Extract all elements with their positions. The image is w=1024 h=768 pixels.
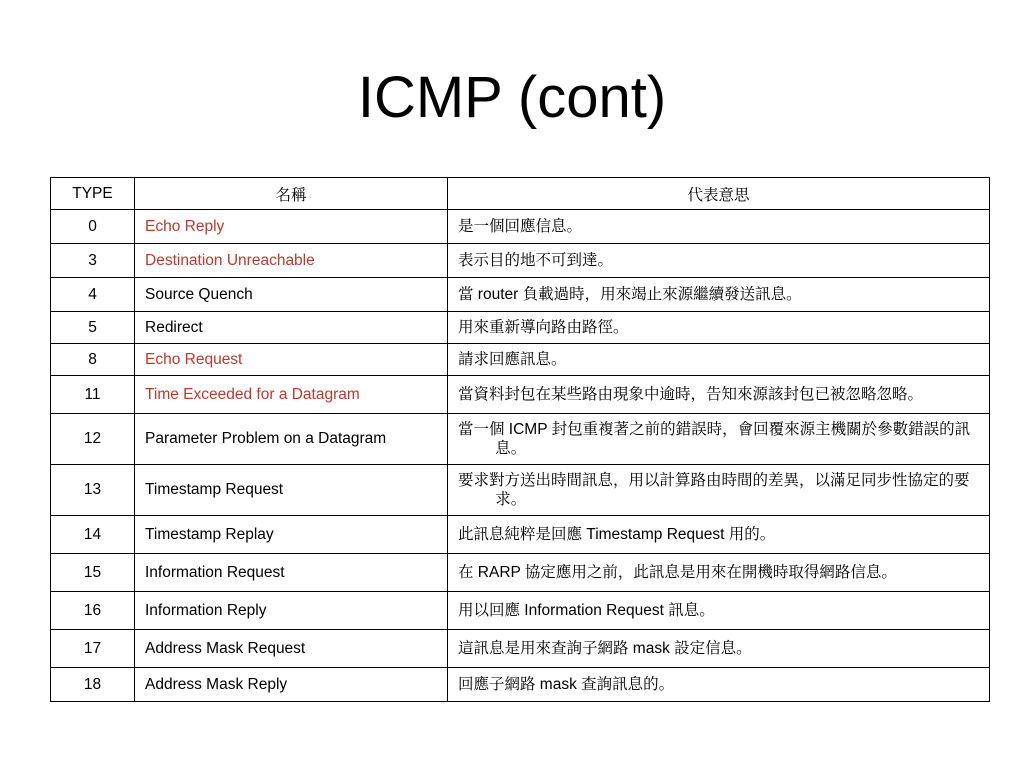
type-cell: 3 <box>51 244 135 278</box>
desc-text: 用來重新導向路由路徑。 <box>458 319 629 336</box>
desc-cell <box>448 592 990 630</box>
desc-cell <box>448 210 990 244</box>
header-meaning: 代表意思 <box>448 178 990 210</box>
type-cell: 0 <box>51 210 135 244</box>
desc-text: 用以回應 Information Request 訊息。 <box>458 602 715 619</box>
desc-cell <box>448 244 990 278</box>
name-cell: Information Reply <box>135 592 448 630</box>
desc-text: 請求回應訊息。 <box>458 351 567 368</box>
table-row <box>51 554 990 592</box>
table-row <box>51 592 990 630</box>
desc-text: 表示目的地不可到達。 <box>458 252 614 269</box>
name-cell: Information Request <box>135 554 448 592</box>
table-header-row <box>51 178 990 210</box>
name-cell: Echo Request <box>135 344 448 376</box>
desc-cell <box>448 414 990 465</box>
icmp-type-table <box>50 177 990 702</box>
name-cell: Parameter Problem on a Datagram <box>135 414 448 465</box>
desc-text: 回應子網路 mask 查詢訊息的。 <box>458 676 675 693</box>
table-row <box>51 210 990 244</box>
desc-text: 此訊息純粹是回應 Timestamp Request 用的。 <box>458 526 776 543</box>
table-row <box>51 376 990 414</box>
type-cell: 8 <box>51 344 135 376</box>
name-cell: Echo Reply <box>135 210 448 244</box>
desc-cell <box>448 554 990 592</box>
type-cell: 11 <box>51 376 135 414</box>
desc-text: 是一個回應信息。 <box>458 218 583 235</box>
name-cell: Timestamp Replay <box>135 516 448 554</box>
name-cell: Timestamp Request <box>135 465 448 516</box>
name-cell: Address Mask Request <box>135 630 448 668</box>
table-row <box>51 414 990 465</box>
type-cell: 15 <box>51 554 135 592</box>
desc-text: 在 RARP 協定應用之前，此訊息是用來在開機時取得網路信息。 <box>458 564 897 581</box>
type-cell: 18 <box>51 668 135 702</box>
desc-text: 當一個 ICMP 封包重複著之前的錯誤時，會回覆來源主機關於參數錯誤的訊息。 <box>458 421 971 457</box>
table-row <box>51 344 990 376</box>
table-row <box>51 516 990 554</box>
desc-cell <box>448 668 990 702</box>
type-cell: 17 <box>51 630 135 668</box>
table-row <box>51 312 990 344</box>
slide-title: ICMP (cont) <box>357 65 667 130</box>
desc-cell <box>448 376 990 414</box>
desc-cell <box>448 516 990 554</box>
desc-text: 這訊息是用來查詢子網路 mask 設定信息。 <box>458 640 752 657</box>
desc-text: 當 router 負載過時，用來竭止來源繼續發送訊息。 <box>458 286 802 303</box>
desc-cell <box>448 630 990 668</box>
table-row <box>51 244 990 278</box>
type-cell: 13 <box>51 465 135 516</box>
desc-cell <box>448 312 990 344</box>
header-name: 名稱 <box>135 178 448 210</box>
type-cell: 12 <box>51 414 135 465</box>
table-row <box>51 630 990 668</box>
table-row <box>51 465 990 516</box>
name-cell: Redirect <box>135 312 448 344</box>
table-row <box>51 278 990 312</box>
desc-text: 當資料封包在某些路由現象中逾時，告知來源該封包已被忽略忽略。 <box>458 386 924 403</box>
desc-cell <box>448 344 990 376</box>
name-cell: Source Quench <box>135 278 448 312</box>
desc-text: 要求對方送出時間訊息，用以計算路由時間的差異，以滿足同步性協定的要求。 <box>458 472 970 508</box>
type-cell: 14 <box>51 516 135 554</box>
desc-cell <box>448 278 990 312</box>
type-cell: 4 <box>51 278 135 312</box>
type-cell: 16 <box>51 592 135 630</box>
type-cell: 5 <box>51 312 135 344</box>
table-row <box>51 668 990 702</box>
name-cell: Destination Unreachable <box>135 244 448 278</box>
name-cell: Address Mask Reply <box>135 668 448 702</box>
desc-cell <box>448 465 990 516</box>
header-type: TYPE <box>51 178 135 210</box>
name-cell: Time Exceeded for a Datagram <box>135 376 448 414</box>
